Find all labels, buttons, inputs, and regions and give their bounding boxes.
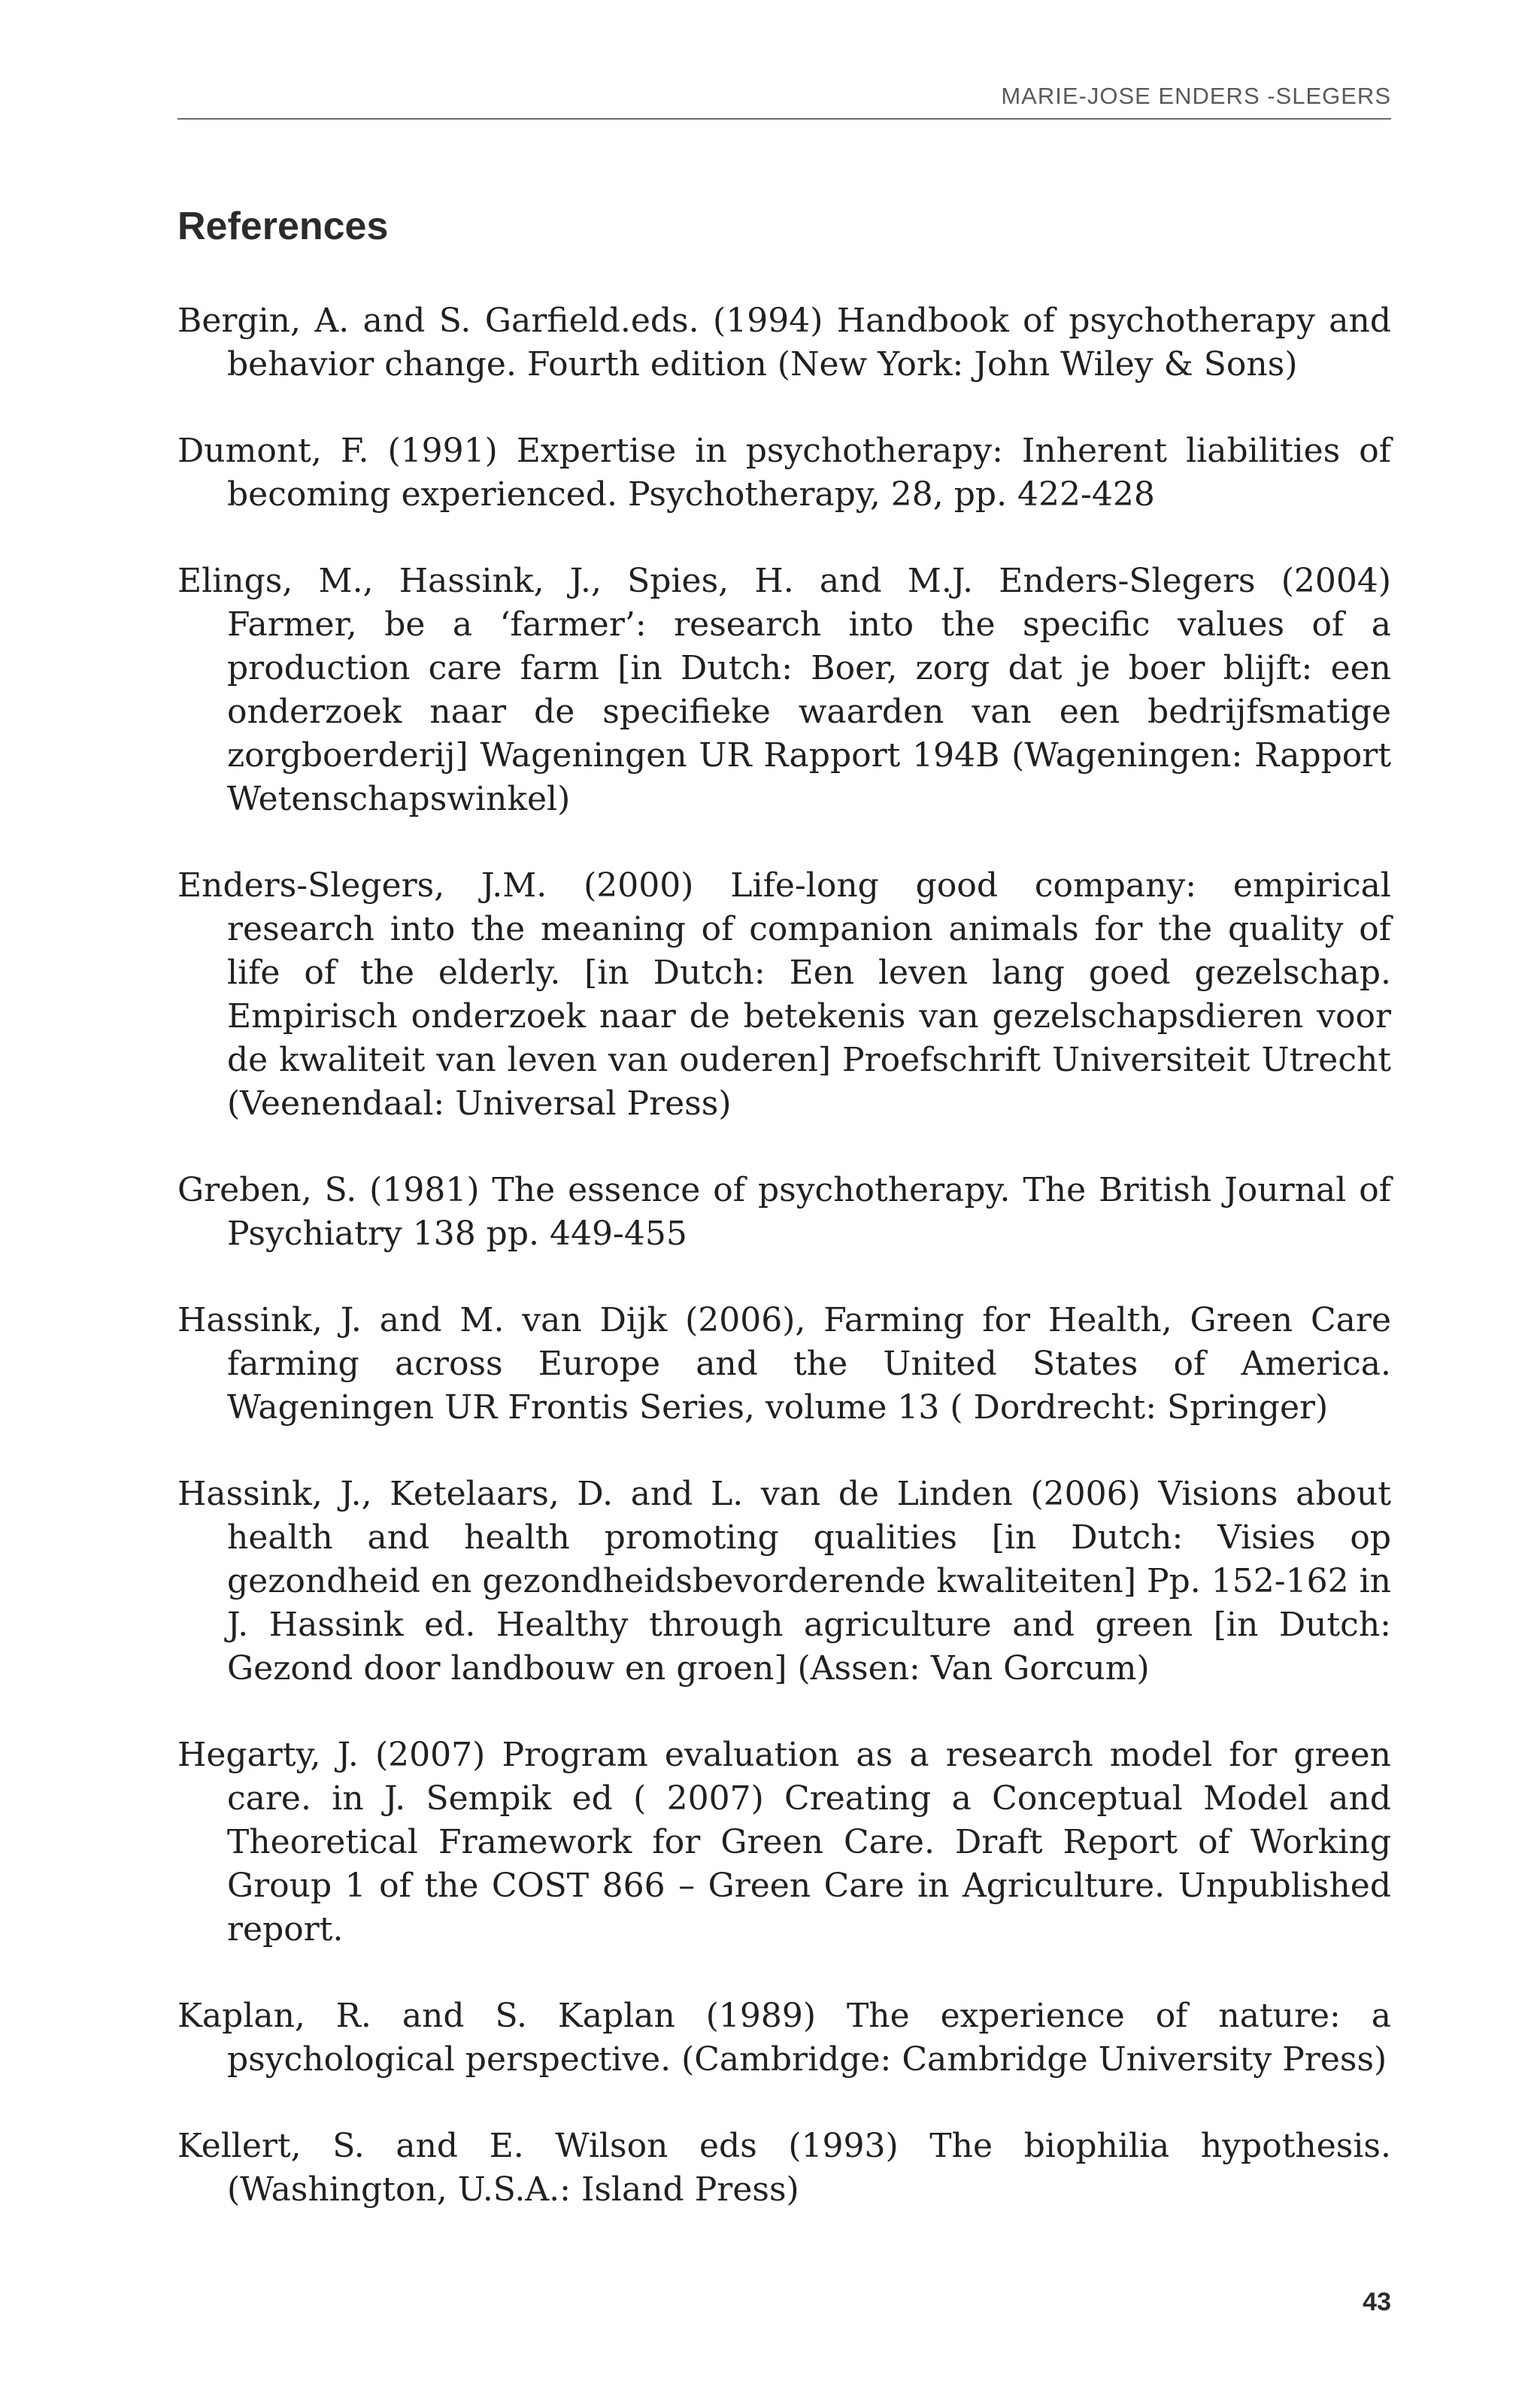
- header-rule: [177, 118, 1391, 120]
- reference-entry: Hassink, J. and M. van Dijk (2006), Farming for Health, Green Care farming across Europe and the United States of America. Wageningen UR Frontis Series, volume 13 ( Dordrecht: Springer): [177, 1301, 1391, 1427]
- running-header: MARIE-JOSE ENDERS -SLEGERS: [1001, 83, 1391, 109]
- reference-entry: Kaplan, R. and S. Kaplan (1989) The experience of nature: a psychological perspective. (Cambridge: Cambridge University Press): [177, 1997, 1391, 2079]
- reference-entry: Elings, M., Hassink, J., Spies, H. and M.J. Enders-Slegers (2004) Farmer, be a ‘farmer’: research into the specific values of a production care farm [in Dutch: Boer, zorg dat je boer blijft: een onderzoek naar de specifieke waarden van een bedrijfsmatige zorgboerderij] Wageningen UR Rapport 194B (Wageningen: Rapport Wetenschapswinkel): [177, 562, 1391, 818]
- reference-list: [177, 299, 1391, 2255]
- reference-entry: Hegarty, J. (2007) Program evaluation as a research model for green care. in J. Sempik ed ( 2007) Creating a Conceptual Model and Theoretical Framework for Green Care. Draft Report of Working Group 1 of the COST 866 – Green Care in Agriculture. Unpublished report.: [177, 1736, 1391, 1949]
- reference-entry: Enders-Slegers, J.M. (2000) Life-long good company: empirical research into the meaning of companion animals for the quality of life of the elderly. [in Dutch: Een leven lang goed gezelschap. Empirisch onderzoek naar de betekenis van gezelschapsdieren voor de kwaliteit van leven van ouderen] Proefschrift Universiteit Utrecht (Veenendaal: Universal Press): [177, 866, 1391, 1123]
- reference-entry: Kellert, S. and E. Wilson eds (1993) The biophilia hypothesis. (Washington, U.S.A.: Island Press): [177, 2127, 1391, 2209]
- reference-entry: Greben, S. (1981) The essence of psychotherapy. The British Journal of Psychiatry 138 pp. 449-455: [177, 1171, 1391, 1253]
- reference-entry: Bergin, A. and S. Garfield.eds. (1994) Handbook of psychotherapy and behavior change. Fourth edition (New York: John Wiley & Sons): [177, 302, 1391, 384]
- reference-entry: Dumont, F. (1991) Expertise in psychotherapy: Inherent liabilities of becoming experienced. Psychotherapy, 28, pp. 422-428: [177, 432, 1391, 514]
- reference-entry: Hassink, J., Ketelaars, D. and L. van de Linden (2006) Visions about health and health promoting qualities [in Dutch: Visies op gezondheid en gezondheidsbevorderende kwaliteiten] Pp. 152-162 in J. Hassink ed. Healthy through agriculture and green [in Dutch: Gezond door landbouw en groen] (Assen: Van Gorcum): [177, 1475, 1391, 1688]
- page-number: 43: [1363, 2288, 1391, 2316]
- section-heading: References: [177, 205, 389, 248]
